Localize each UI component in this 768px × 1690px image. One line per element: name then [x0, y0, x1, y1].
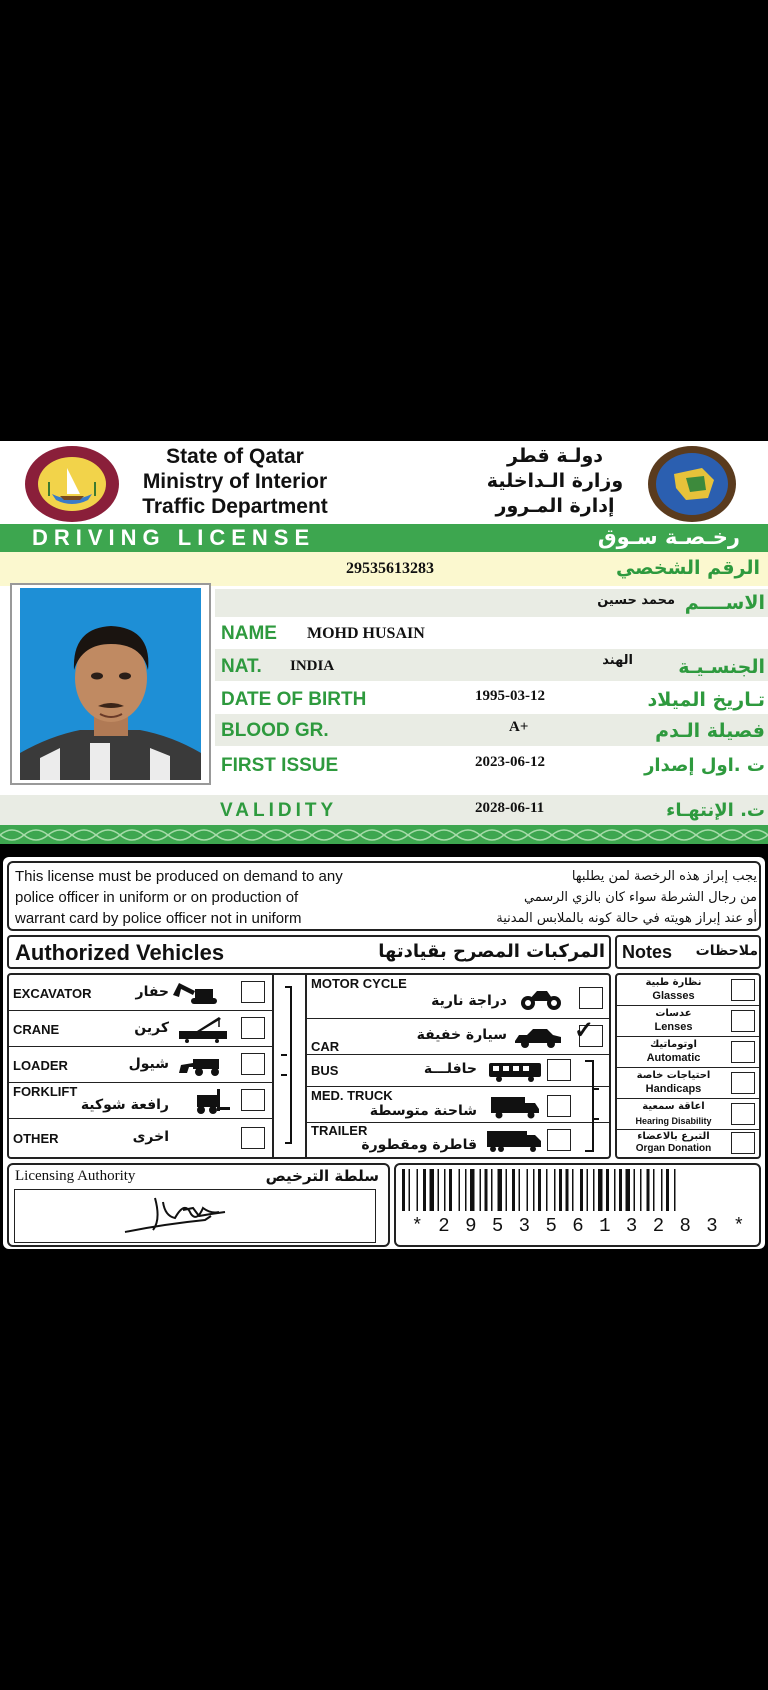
vehicle-row-bus: [307, 1055, 611, 1087]
blood-value: A+: [509, 719, 529, 735]
vehicle-motorcycle-en: MOTOR CYCLE: [311, 976, 407, 991]
notice-en-line3: warrant card by police officer not in uniform: [15, 910, 302, 927]
barcode-bar: [653, 1169, 655, 1211]
note-hearing-ar: اعاقة سمعية: [642, 1101, 705, 1112]
header-ar-ministry: وزارة الـداخلية: [486, 470, 624, 492]
notice-ar: [419, 866, 757, 929]
authorized-title-en: Authorized Vehicles: [15, 940, 225, 965]
header-ar: [470, 444, 640, 519]
notes-header: [615, 935, 761, 969]
note-handicaps-ar: احتياجات خاصة: [636, 1070, 711, 1081]
notes-title-en: Notes: [622, 942, 673, 962]
barcode-bar: [587, 1169, 589, 1211]
hearing-checkbox: [731, 1103, 755, 1125]
loader-checkbox: [241, 1053, 265, 1075]
crane-checkbox: [241, 1017, 265, 1039]
note-hearing-en: Hearing Disability: [635, 1116, 712, 1126]
excavator-checkbox: [241, 981, 265, 1003]
vehicle-excavator-ar: حفار: [135, 984, 169, 1000]
note-handicaps-en: Handicaps: [645, 1083, 702, 1095]
organ-checkbox: [731, 1132, 755, 1154]
barcode-bar: [619, 1169, 622, 1211]
barcode-bar: [566, 1169, 569, 1211]
first-issue-label: FIRST ISSUE: [221, 755, 339, 776]
name-row: [215, 617, 768, 647]
name-ar-value: محمد حسين: [597, 593, 675, 608]
vehicle-crane-en: CRANE: [13, 1022, 60, 1037]
vehicle-row-trailer: [307, 1123, 611, 1157]
car-checkmark: ✓: [574, 1017, 595, 1044]
other-checkbox: [241, 1127, 265, 1149]
barcode-icon: [400, 1169, 756, 1211]
vehicle-trailer-ar: قاطرة ومقطورة: [361, 1137, 477, 1153]
notes-title-ar: ملاحظات: [695, 943, 758, 959]
vehicle-trailer-en: TRAILER: [311, 1123, 368, 1138]
blood-label-ar: فصيلة الـدم: [655, 720, 765, 742]
nationality-value: INDIA: [290, 658, 335, 674]
bus-checkbox: [547, 1059, 571, 1081]
authority-en: Licensing Authority: [15, 1168, 136, 1184]
authority-box: [7, 1163, 390, 1247]
signature-box: [14, 1189, 376, 1243]
barcode-bar: [430, 1169, 435, 1211]
vehicles-left-column: [9, 975, 274, 1157]
header-ar-state: دولـة قطر: [506, 445, 604, 467]
barcode-bar: [580, 1169, 583, 1211]
bracket-left: [277, 985, 301, 1145]
dob-label-ar: تـاريخ الميلاد: [647, 689, 765, 711]
motorcycle-checkbox: [579, 987, 603, 1009]
barcode-text: * 2 9 5 3 5 6 1 3 2 8 3 *: [411, 1215, 747, 1237]
handicaps-checkbox: [731, 1072, 755, 1094]
nationality-row: [215, 649, 768, 681]
title-ar: رخـصـة سـوق: [597, 525, 740, 549]
note-automatic-en: Automatic: [646, 1052, 701, 1064]
dob-value: 1995-03-12: [475, 688, 545, 704]
vehicle-other-ar: اخرى: [132, 1129, 169, 1145]
header-department: Traffic Department: [142, 495, 328, 518]
personal-id-row: [0, 552, 768, 586]
header-ar-department: إدارة المـرور: [495, 495, 615, 517]
bracket-right: [579, 1059, 603, 1153]
personal-id-value: 29535613283: [346, 560, 434, 577]
note-organ-en: Organ Donation: [635, 1143, 712, 1154]
validity-value: 2028-06-11: [475, 800, 545, 816]
barcode-bar: [538, 1169, 541, 1211]
barcode-bar: [661, 1169, 663, 1211]
barcode-bar: [572, 1169, 574, 1211]
photo-frame: [10, 583, 211, 785]
vehicle-medtruck-ar: شاحنة متوسطة: [369, 1103, 477, 1119]
note-lenses-en: Lenses: [654, 1021, 693, 1033]
barcode-bar: [606, 1169, 609, 1211]
barcode-bar: [470, 1169, 475, 1211]
vehicle-crane-ar: كرين: [134, 1020, 169, 1036]
barcode-bar: [634, 1169, 636, 1211]
gcc-emblem-icon: [646, 444, 738, 524]
barcode-bar: [444, 1169, 446, 1211]
barcode-bar: [480, 1169, 482, 1211]
vehicle-row-forklift: [9, 1083, 272, 1119]
note-organ: [617, 1130, 759, 1157]
vehicle-medtruck-en: MED. TRUCK: [311, 1088, 393, 1103]
car-checkbox: [574, 1017, 603, 1047]
authorized-header: [7, 935, 611, 969]
trailer-icon: [485, 1129, 543, 1158]
authority-ar: سلطة الترخيص: [265, 1167, 379, 1185]
header-state: State of Qatar: [166, 445, 304, 468]
authorized-title-ar: المركبات المصرح بقيادتها: [378, 941, 605, 962]
validity-label-ar: ت. الإنتهـاء: [666, 800, 765, 821]
vehicle-excavator-en: EXCAVATOR: [13, 986, 92, 1001]
note-organ-ar: التبرع بالاعضاء: [637, 1131, 710, 1142]
vehicle-row-loader: [9, 1047, 272, 1083]
vehicle-row-crane: [9, 1011, 272, 1047]
medtruck-checkbox: [547, 1095, 571, 1117]
vehicle-row-other: [9, 1119, 272, 1157]
barcode-bar: [506, 1169, 508, 1211]
notice-en-line1: This license must be produced on demand to any: [15, 868, 343, 885]
barcode-bar: [666, 1169, 669, 1211]
barcode-bar: [546, 1169, 548, 1211]
vehicle-bus-ar: حافلـــة: [423, 1061, 477, 1077]
name-label-ar: الاســــم: [684, 592, 765, 614]
license-back: [3, 857, 765, 1249]
barcode-bar: [423, 1169, 426, 1211]
barcode-bar: [674, 1169, 676, 1211]
note-glasses-ar: نظارة طبية: [645, 977, 702, 988]
validity-row: [0, 795, 768, 825]
vehicles-mid-column: [305, 975, 611, 1157]
loader-icon: [177, 1053, 231, 1082]
signature-icon: [15, 1190, 373, 1240]
vehicle-other-en: OTHER: [13, 1131, 59, 1146]
notice-ar-line1: يجب إبراز هذه الرخصة لمن يطلبها: [571, 869, 757, 884]
barcode-bar: [459, 1169, 461, 1211]
notice-box: [7, 861, 761, 931]
glasses-checkbox: [731, 979, 755, 1001]
note-handicaps: [617, 1068, 759, 1099]
nationality-label: NAT.: [221, 656, 262, 677]
nationality-label-ar: الجنسـيـة: [678, 656, 765, 678]
note-hearing: [617, 1099, 759, 1130]
dob-label: DATE OF BIRTH: [221, 689, 367, 710]
barcode-bar: [640, 1169, 642, 1211]
excavator-icon: [171, 981, 229, 1010]
vehicle-motorcycle-ar: دراجة نارية: [431, 993, 507, 1009]
vehicle-row-excavator: [9, 975, 272, 1011]
barcode-bar: [626, 1169, 631, 1211]
barcode-bar: [465, 1169, 467, 1211]
truck-icon: [489, 1095, 541, 1124]
barcode-bar: [593, 1169, 595, 1211]
blood-row: [215, 714, 768, 746]
barcode-bar: [402, 1169, 405, 1211]
barcode-bar: [449, 1169, 452, 1211]
forklift-checkbox: [241, 1089, 265, 1111]
vehicle-car-ar: سيارة خفيفة: [416, 1027, 507, 1043]
trailer-checkbox: [547, 1129, 571, 1151]
holder-photo: [20, 588, 201, 780]
barcode-box: [394, 1163, 761, 1247]
validity-label: VALIDITY: [220, 800, 338, 821]
nationality-value-ar: الهند: [602, 653, 633, 668]
personal-id-label-ar: الرقم الشخصي: [615, 557, 760, 579]
note-glasses-en: Glasses: [652, 990, 695, 1002]
note-automatic-ar: اوتوماتيك: [650, 1039, 697, 1050]
vehicle-car-en: CAR: [311, 1039, 340, 1054]
vehicle-forklift-ar: رافعة شوكية: [80, 1097, 169, 1113]
note-automatic: [617, 1037, 759, 1068]
header-en: [110, 444, 360, 519]
barcode-bar: [417, 1169, 419, 1211]
motorcycle-icon: [519, 983, 563, 1016]
barcode-bar: [438, 1169, 440, 1211]
car-icon: [513, 1027, 563, 1054]
title-en: DRIVING LICENSE: [32, 525, 316, 550]
notice-en-line2: police officer in uniform or on production of: [15, 889, 299, 906]
barcode-bar: [519, 1169, 521, 1211]
name-value: MOHD HUSAIN: [307, 625, 425, 642]
barcode-bar: [491, 1169, 493, 1211]
name-ar-row: [215, 589, 768, 617]
vehicle-row-motorcycle: [307, 975, 611, 1019]
pattern-band: [0, 825, 768, 844]
first-issue-label-ar: ت .اول إصدار: [644, 755, 765, 776]
barcode-bar: [409, 1169, 411, 1211]
barcode-bar: [498, 1169, 503, 1211]
forklift-icon: [189, 1087, 231, 1120]
automatic-checkbox: [731, 1041, 755, 1063]
vehicles-table: [7, 973, 611, 1159]
barcode-bar: [559, 1169, 562, 1211]
first-issue-row: [215, 747, 768, 779]
title-bar: [0, 524, 768, 552]
vehicle-forklift-en: FORKLIFT: [13, 1084, 78, 1099]
header-ministry: Ministry of Interior: [142, 470, 328, 493]
note-lenses-ar: عدسات: [655, 1008, 692, 1019]
crane-icon: [177, 1015, 231, 1048]
notice-ar-line2: من رجال الشرطة سواء كان بالزي الرسمي: [524, 890, 757, 905]
barcode-bar: [512, 1169, 515, 1211]
barcode-bar: [527, 1169, 529, 1211]
name-label: NAME: [221, 623, 277, 644]
barcode-bar: [598, 1169, 603, 1211]
dob-row: [215, 682, 768, 714]
barcode-bar: [614, 1169, 616, 1211]
barcode-bar: [485, 1169, 488, 1211]
lenses-checkbox: [731, 1010, 755, 1032]
barcode-bar: [554, 1169, 556, 1211]
vehicle-row-car: [307, 1019, 611, 1055]
qatar-emblem-icon: [22, 444, 122, 524]
notice-en: [15, 866, 415, 929]
first-issue-value: 2023-06-12: [475, 754, 545, 770]
vehicle-loader-en: LOADER: [13, 1058, 68, 1073]
vehicle-loader-ar: شيول: [128, 1056, 169, 1072]
note-lenses: [617, 1006, 759, 1037]
vehicle-row-medtruck: [307, 1087, 611, 1123]
barcode-bar: [533, 1169, 535, 1211]
notes-table: [615, 973, 761, 1159]
note-glasses: [617, 975, 759, 1006]
bus-icon: [487, 1061, 543, 1088]
vehicle-bus-en: BUS: [311, 1063, 339, 1078]
notice-ar-line3: أو عند إبراز هويته في حالة كونه بالملابس المدنية: [496, 911, 757, 926]
license-front: [0, 441, 768, 844]
barcode-bar: [647, 1169, 650, 1211]
blood-label: BLOOD GR.: [221, 720, 329, 741]
